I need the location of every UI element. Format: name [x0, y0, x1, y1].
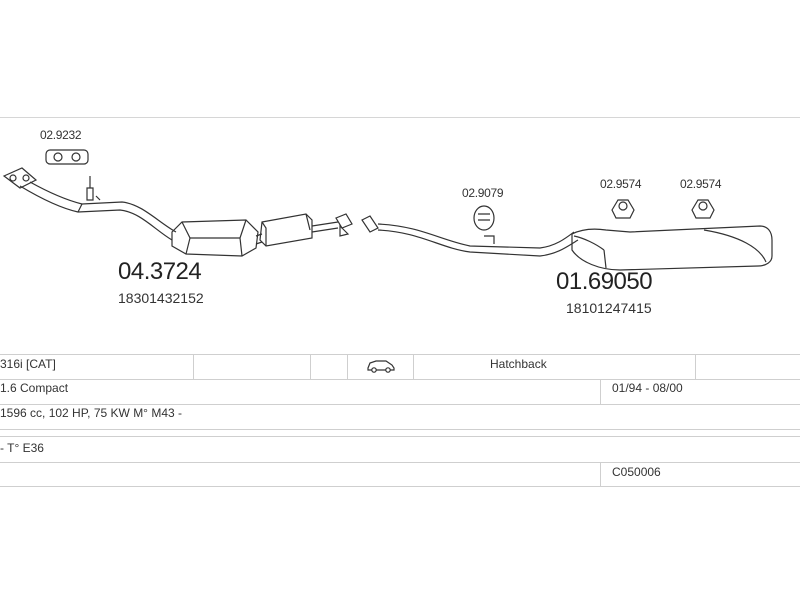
rear-silencer-oem: 18101247415 — [566, 300, 652, 316]
pipe-clamp-icon — [336, 214, 352, 236]
rear-pipe-icon — [362, 216, 578, 256]
clamp-02-9079-icon — [474, 206, 494, 230]
clamp-code: 02.9079 — [462, 186, 504, 200]
row-divider — [0, 404, 800, 405]
row-divider — [0, 429, 800, 430]
model-cell: 316i [CAT] — [0, 357, 56, 371]
gasket-02-9232-icon — [46, 150, 88, 164]
catalog-code-cell: C050006 — [612, 465, 661, 479]
front-pipe-oem: 18301432152 — [118, 290, 204, 306]
period-cell: 01/94 - 08/00 — [612, 381, 683, 395]
divider — [600, 463, 601, 487]
front-flange-icon — [4, 168, 36, 188]
body-type-cell: Hatchback — [490, 357, 547, 371]
chassis-cell: - T° E36 — [0, 441, 44, 455]
front-pipe-code: 04.3724 — [118, 258, 202, 285]
row-divider — [0, 462, 800, 463]
hanger-02-9574-b-icon — [692, 200, 714, 218]
divider — [347, 355, 348, 379]
car-hatchback-icon — [366, 357, 396, 376]
engine-cell: 1596 cc, 102 HP, 75 KW M° M43 - — [0, 406, 182, 420]
hanger-code-1: 02.9574 — [600, 177, 642, 191]
divider — [413, 355, 414, 379]
divider — [193, 355, 194, 379]
row-divider — [0, 379, 800, 380]
gasket-code: 02.9232 — [40, 128, 82, 142]
row-divider — [0, 436, 800, 437]
variant-cell: 1.6 Compact — [0, 381, 69, 395]
bolt-icon — [87, 176, 100, 200]
divider — [695, 355, 696, 379]
front-pipe-icon — [20, 182, 176, 240]
catalytic-converter-icon — [172, 220, 258, 256]
rear-silencer-icon — [572, 226, 772, 270]
hanger-code-2: 02.9574 — [680, 177, 722, 191]
divider — [310, 355, 311, 379]
rear-silencer-code: 01.69050 — [556, 268, 653, 295]
middle-silencer-icon — [260, 214, 312, 246]
hanger-02-9574-a-icon — [612, 200, 634, 218]
table-bottom-border — [0, 486, 800, 487]
divider — [600, 380, 601, 404]
table-top-border — [0, 354, 800, 355]
